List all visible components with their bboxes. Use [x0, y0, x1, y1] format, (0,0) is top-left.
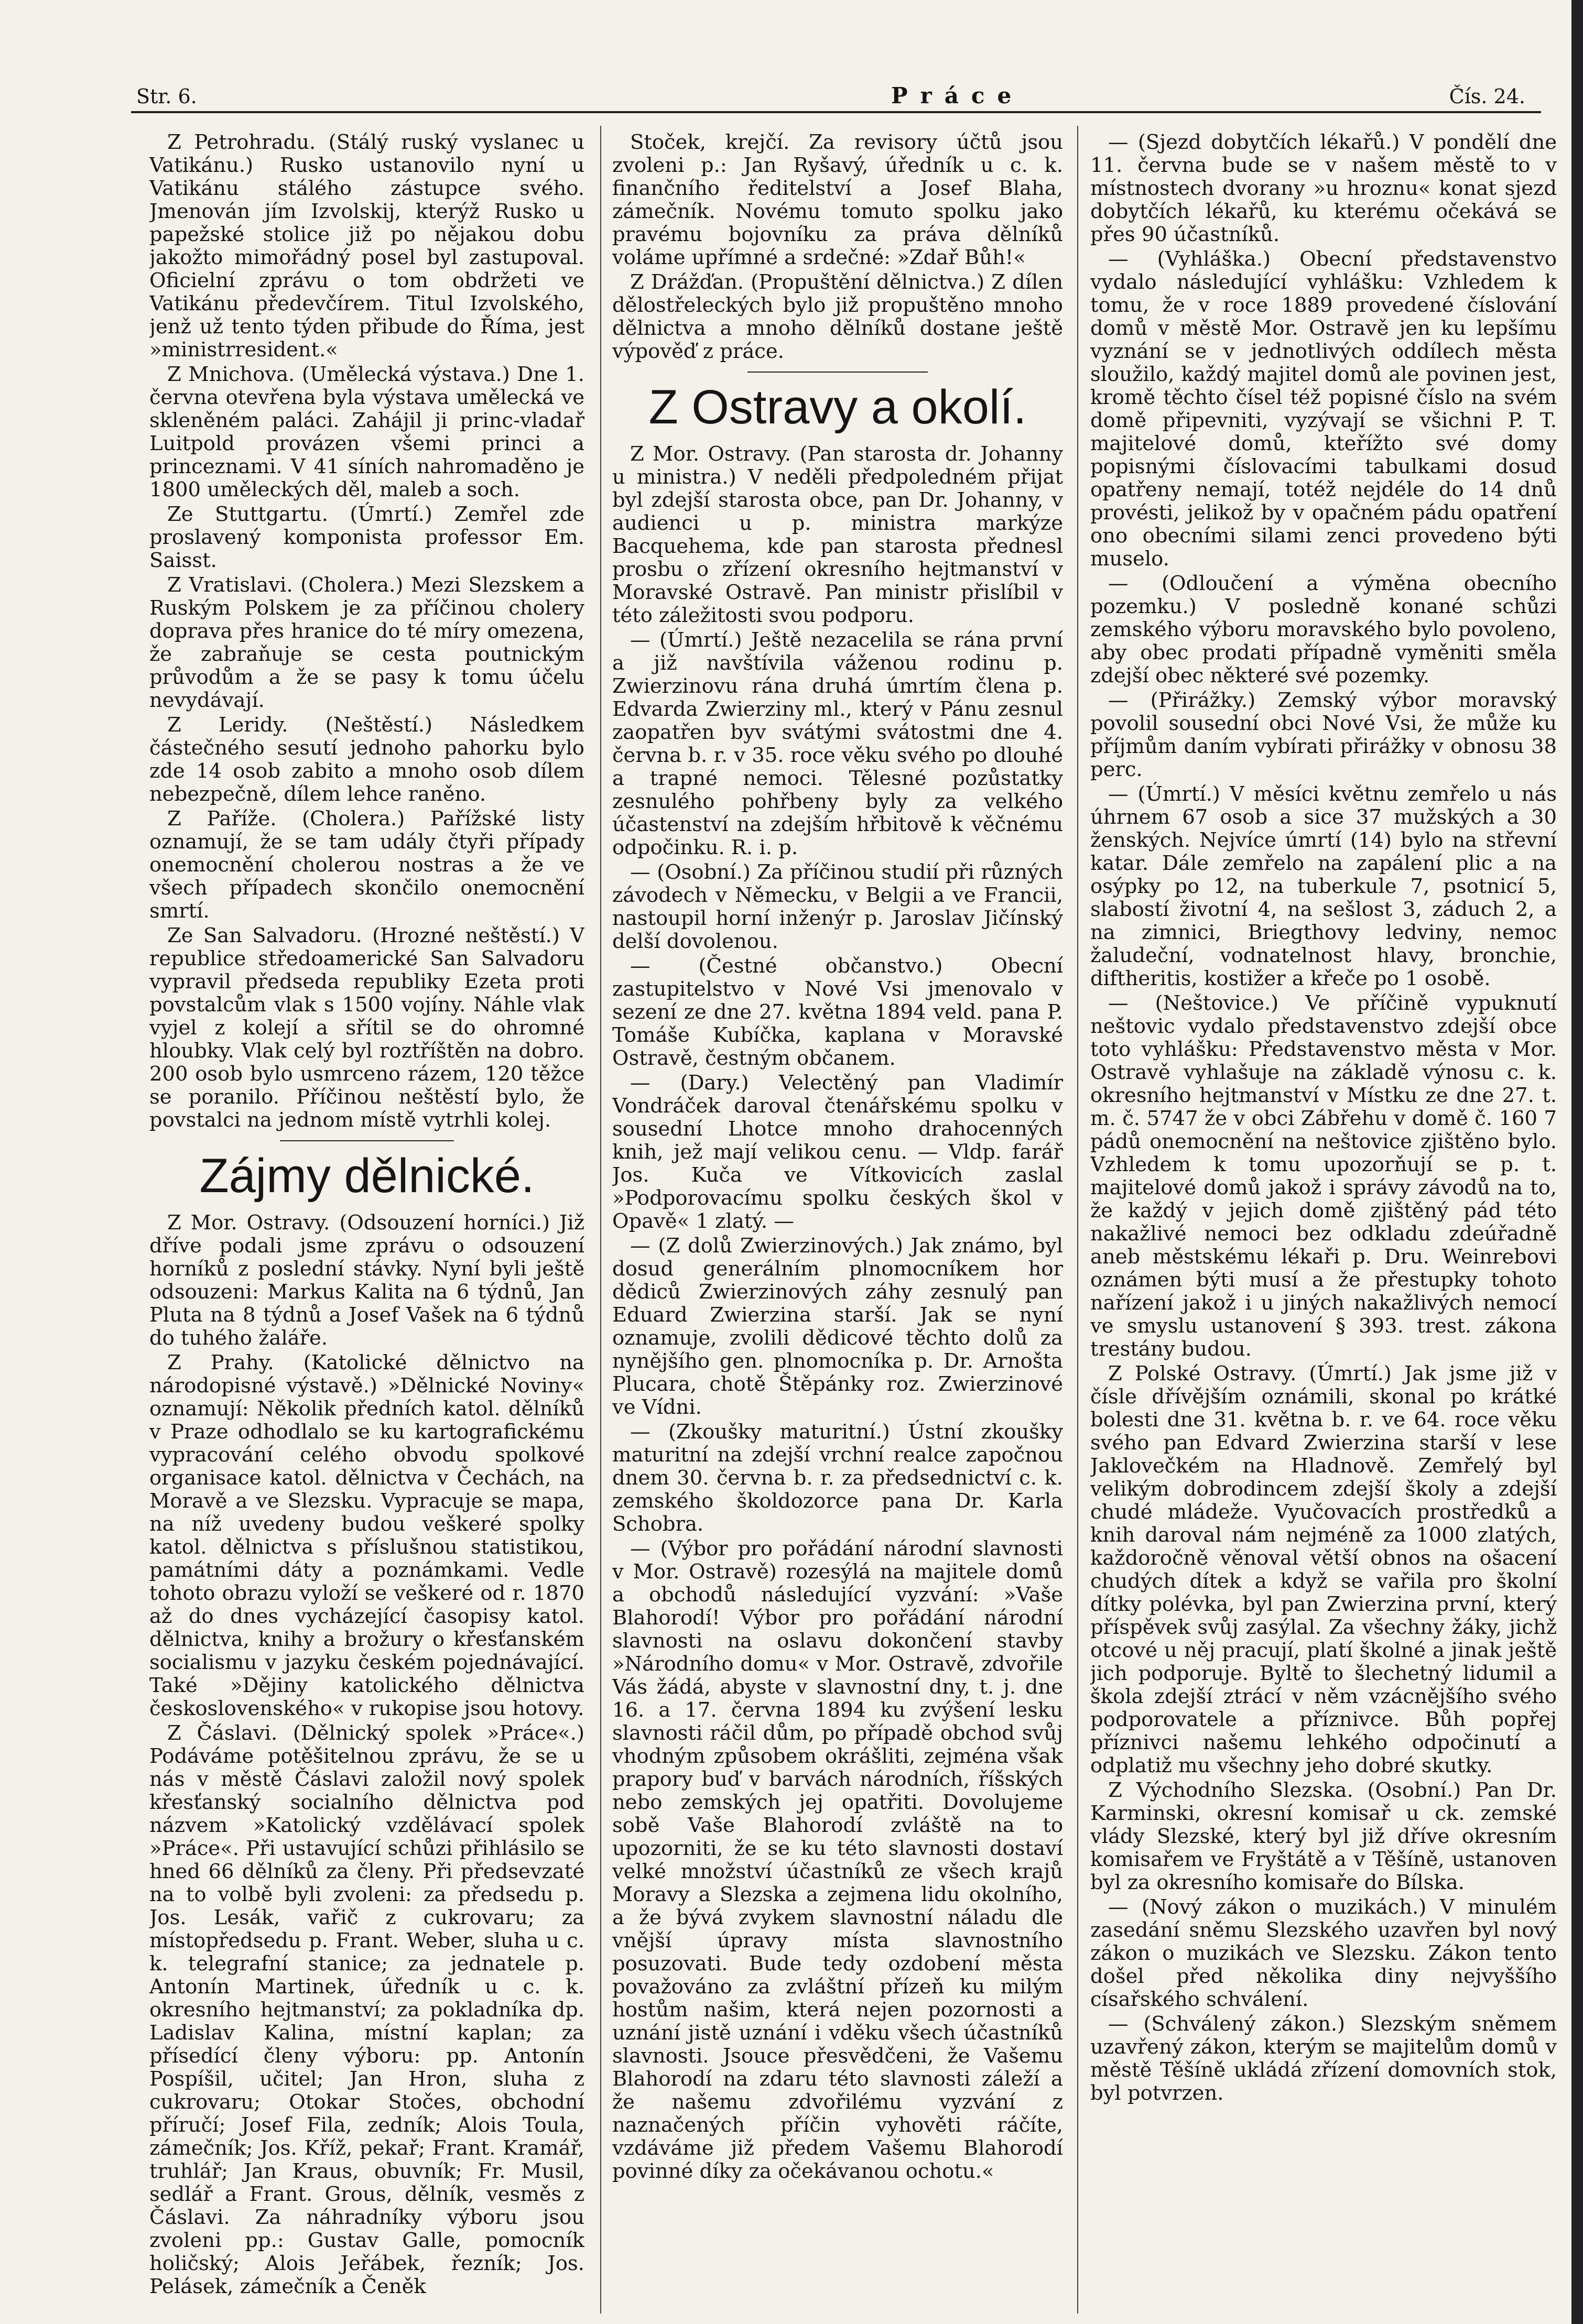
article-schvaleny-zakon: — (Schválený zákon.) Slezským sněmem uzavřený zákon, kterým se majitelům domů v městě Těšíně ukládá zřízení domovních stok, byl potvrzen.: [1090, 2012, 1557, 2105]
section-heading-zajmy: Zájmy dělnické.: [199, 1149, 535, 1203]
article-nestovice: — (Neštovice.) Ve příčině vypuknutí neštovic vydalo představenstvo zdejší obce toto vyhlášku: Představenstvo města v Mor. Ostravě vyhlašuje na základě výnosu c. k. okresního hejtmanství v Místku ze dne 27. t. m. č. 5747 že v obci Zábřehu v domě č. 160 7 pádů onemocnění na neštovice zjištěno bylo. Vzhledem k tomu upozorňují se p. t. majitelové domů jakož i správy závodů na to, že každý v jejich domě zjištěný pád této nakažlivé nemoci bez odkladu zdeúřadně aneb městskému lékaři p. Dru. Weinrebovi oznámen býti musí a že přestupky tohoto nařízení jakož i u jiných nakažlivých nemocí ve smyslu ustanovení § 393. trest. zákona trestány budou.: [1090, 991, 1557, 1361]
article-cestne-obcanstvo: — (Čestné občanstvo.) Obecní zastupitelstvo v Nové Vsi jmenovalo v sezení ze dne 27. května 1894 veld. pana P. Tomáše Kubíčka, kaplana v Moravské Ostravě, čestným občanem.: [612, 954, 1063, 1070]
article-umrti: — (Úmrtí.) Ještě nezacelila se rána první a již navštívila váženou rodinu p. Zwierzinovu rána druhá úmrtím člena p. Edvarda Zwierziny ml., který v Pánu zesnul zaopatřen byv svátými svátostmi dne 4. června b. r. v 35. roce věku svého po dlouhé a trapné nemoci. Tělesné pozůstatky zesnulého pohřbeny byly za velkého účastenství na zdejším hřbitově k věčnému odpočinku. R. i. p.: [612, 628, 1063, 859]
section-heading-ostrava: Z Ostravy a okolí.: [648, 380, 1027, 434]
article-mnichov: Z Mnichova. (Umělecká výstava.) Dne 1. června otevřena byla výstava umělecká ve skleněném paláci. Zahájil ji princ-vladař Luitpold provázen všemi princi a princeznami. V 41 síních nahromaděno je 1800 uměleckých děl, maleb a soch.: [149, 363, 584, 501]
page-number: Str. 6.: [136, 85, 197, 108]
section-divider: [280, 1140, 454, 1141]
article-mor-ostrava-hornici: Z Mor. Ostravy. (Odsouzení horníci.) Již dříve podali jsme zprávu o odsouzení horníků z poslední stávky. Nyní byli ještě odsouzeni: Markus Kalita na 6 týdnů, Jan Pluta na 8 týdnů a Josef Vašek na 6 týdnů do tuhého žaláře.: [149, 1211, 584, 1350]
article-lerida: Z Leridy. (Neštěstí.) Následkem částečného sesutí jednoho pahorku bylo zde 14 osob zabito a mnoho osob dílem nebezpečně, dílem lehce raněno.: [149, 713, 584, 806]
article-dary: — (Dary.) Velectěný pan Vladimír Vondráček daroval čtenářskému spolku v sousední Lhotce mnoho drahocenných knih, jež mají velikou cenu. — Vldp. farář Jos. Kuča ve Vítkovicích zaslal »Podporovacímu spolku českých škol v Opavě« 1 zlatý. —: [612, 1071, 1063, 1233]
newspaper-title: Práce: [891, 83, 1024, 108]
article-umrti-kveten: — (Úmrtí.) V měsíci květnu zemřelo u nás úhrnem 67 osob a sice 37 mužských a 30 ženských. Nejvíce úmrtí (14) bylo na střevní katar. Dále zemřelo na zapálení plic a na osýpky po 12, na tuberkule 7, psotnicí 5, slabostí životní 4, na sešlost 3, záduch 2, a na zimnici, Briegthovy ledviny, nemoc žaludeční, vodnatelnost hlavy, bronchie, diftheritis, kostižer a křeče po 1 osobě.: [1090, 782, 1557, 990]
article-osobni: — (Osobní.) Za příčinou studií při různých závodech v Německu, v Belgii a ve Francii, nastoupil horní inženýr p. Jaroslav Jičínský delší dovolenou.: [612, 860, 1063, 953]
section-divider: [747, 372, 928, 373]
article-polska-ostrava: Z Polské Ostravy. (Úmrtí.) Jak jsme již v čísle dřívějším oznámili, skonal po krátké bolesti dne 31. května b. r. ve 64. roce věku svého pan Edvard Zwierzina starší v lese Jaklovečkém na Hladnově. Zemřelý byl velikým dobrodincem zdejší školy a zdejší chudé mládeže. Vyučovacích prostředků a knih daroval nám nejméně za 1000 zlatých, každoročně věnoval větší obnos na ošacení chudých dítek a když se vařila pro školní dítky polévka, byl pan Zwierzina první, který příspěvek svůj zasýlal. Za všechny žáky, jichž otcové u něj pracují, platí školné a jinak ještě jich podporuje. Byltě to šlechetný lidumil a škola zdejší ztrácí v něm vzácnějšího svého podporovatele a příznivce. Bůh popřej příznivci našemu lehkého odpočinutí a odplatiž mu všechny jeho dobré skutky.: [1090, 1362, 1557, 1777]
article-caslav-cont: Stoček, krejčí. Za revisory účtů jsou zvoleni p.: Jan Ryšavý, úředník u c. k. finančního ředitelství a Josef Blaha, zámečník. Novému tomuto spolku jako pravému bojovníku za práva dělníků voláme upřímné a srdečné: »Zdař Bůh!«: [612, 131, 1063, 269]
article-vratislav: Z Vratislavi. (Cholera.) Mezi Slezskem a Ruským Polskem je za příčinou cholery doprava přes hranice do té míry omezena, že zabraňuje se cesta poutnickým průvodům a že se pasy k tomu účelu nevydávají.: [149, 573, 584, 712]
article-vychodni-slezsko: Z Východního Slezska. (Osobní.) Pan Dr. Karminski, okresní komisař u ck. zemské vlády Slezské, který byl již dříve okresním komisařem ve Fryštátě a v Těšíně, ustanoven byl za okresního komisaře do Bílska.: [1090, 1779, 1557, 1894]
article-prirazky: — (Přirážky.) Zemský výbor moravský povolil sousední obci Nové Vsi, že může ku příjmům daním vybírati přirážky v obnosu 38 perc.: [1090, 689, 1557, 781]
column-2: [612, 131, 1063, 2303]
article-caslav: Z Čáslavi. (Dělnický spolek »Práce«.) Podáváme potěšitelnou zprávu, že se u nás v městě Čáslavi založil nový spolek křesťanský socialního dělnictva pod názvem »Katolický vzdělávací spolek »Práce«. Při ustavující schůzi přihlásilo se hned 66 dělníků za členy. Při předsevzaté na to volbě byli zvoleni: za předsedu p. Jos. Lesák, vařič z cukrovaru; za místopředsedu p. Frant. Weber, sluha u c. k. telegrafní stanice; za jednatele p. Antonín Martinek, úředník u c. k. okresního hejtmanství; za pokladníka dp. Ladislav Kalina, místní kaplan; za přísedící členy výboru: pp. Antonín Pospíšil, učitel; Jan Hron, sluha z cukrovaru; Otokar Stočes, obchodní příručí; Josef Fila, zedník; Alois Toula, zámečník; Jos. Kříž, pekař; Frant. Kramář, truhlář; Jan Kraus, obuvník; Fr. Musil, sedlář a Frant. Grous, dělník, vesměs z Čáslavi. Za náhradníky výboru jsou zvoleni pp.: Gustav Galle, pomocník holičský; Alois Jeřábek, řezník; Jos. Pelásek, zámečník a Čeněk: [149, 1721, 584, 2298]
header-rule: [131, 111, 1541, 113]
article-starosta: Z Mor. Ostravy. (Pan starosta dr. Johanny u ministra.) V neděli předpoledném přijat byl zdejší starosta obce, pan Dr. Johanny, v audienci u p. ministra markýze Bacquehema, kde pan starosta přednesl prosbu o zřízení okresního hejtmanství v Moravské Ostravě. Pan ministr přislíbil v této záležitosti svou podporu.: [612, 442, 1063, 627]
column-rule-1: [600, 126, 601, 2314]
article-pozemek: — (Odloučení a výměna obecního pozemku.) V posledně konané schůzi zemského výboru moravského bylo povoleno, aby obec prodati případně vyměniti směla zdejší obec některé své pozemky.: [1090, 572, 1557, 688]
column-rule-2: [1077, 126, 1078, 2314]
column-3: [1090, 131, 1557, 2303]
issue-number: Čís. 24.: [1449, 85, 1525, 108]
column-1: [149, 131, 584, 2303]
article-pariz: Z Paříže. (Cholera.) Pařížské listy oznamují, že se tam udály čtyři případy onemocnění cholerou nostras a že ve všech případech skončilo onemocnění smrtí.: [149, 807, 584, 923]
article-drazdany: Z Drážďan. (Propuštění dělnictva.) Z dílen dělostřeleckých bylo již propuštěno mnoho dělnictva a mnoho dělníků dostane ještě výpověď z práce.: [612, 270, 1063, 363]
article-sjezd-lekaru: — (Sjezd dobytčích lékařů.) V pondělí dne 11. června bude se v našem městě to v místnostech dvorany »u hroznu« konat sjezd dobytčích lékařů, ku kterému očekává se přes 90 účastníků.: [1090, 131, 1557, 246]
article-praha: Z Prahy. (Katolické dělnictvo na národopisné výstavě.) »Dělnické Noviny« oznamují: Několik předních katol. dělníků v Praze odhodlalo se ku kartografickému vypracování celého obvodu spolkové organisace katol. dělnictva v Čechách, na Moravě a ve Slezsku. Vypracuje se mapa, na níž uvedeny budou veškeré spolky katol. dělnictva s příslušnou statistikou, památními dáty a poznámkami. Vedle tohoto obrazu vyloží se veškeré od r. 1870 až do dnes vycházející časopisy katol. dělnictva, knihy a brožury o křesťanském socialismu v jazyku českém pojednávající. Také »Dějiny katolického dělnictva československého« v rukopise jsou hotovy.: [149, 1351, 584, 1720]
article-zakon-muziky: — (Nový zákon o muzikách.) V minulém zasedání sněmu Slezského uzavřen byl nový zákon o muzikách ve Slezsku. Zákon tento došel před několika diny nejvyššího císařského schválení.: [1090, 1895, 1557, 2011]
article-maturita: — (Zkoušky maturitní.) Ústní zkoušky maturitní na zdejší vrchní realce započnou dnem 30. června b. r. za předsednictví c. k. zemského školdozorce pana Dr. Karla Schobra.: [612, 1420, 1063, 1536]
article-san-salvador: Ze San Salvadoru. (Hrozné neštěstí.) V republice středoamerické San Salvadoru vypravil předseda republiky Ezeta proti povstalcům vlak s 1500 vojíny. Náhle vlak vyjel z kolejí a sřítil se do ohromné hloubky. Vlak celý byl roztříštěn na dobro. 200 osob bylo usmrceno rázem, 120 těžce se poranilo. Příčinou neštěstí bylo, že povstalci na jednom místě vytrhli kolej.: [149, 924, 584, 1132]
article-zwierzina-doly: — (Z dolů Zwierzinových.) Jak známo, byl dosud generálním plnomocníkem hor dědiců Zwierzinových záhy zesnulý pan Eduard Zwierzina starší. Jak se nyní oznamuje, zvolili dědicové těchto dolů za nynějšího gen. plnomocníka p. Dr. Arnošta Plucara, chotě Štěpánky roz. Zwierzinové ve Vídni.: [612, 1234, 1063, 1419]
page-header: [131, 79, 1541, 110]
article-petrohrad: Z Petrohradu. (Stálý ruský vyslanec u Vatikánu.) Rusko ustanovilo nyní u Vatikánu stálého zástupce svého. Jmenován jím Izvolskij, kterýž Rusko u papežské stolice již po nějakou dobu jakožto mimořádný posel byl zastupoval. Oficielní zprávu o tom obdržeti ve Vatikánu předevčírem. Titul Izvolského, jenž už tento týden přibude do Říma, jest »ministrresident.«: [149, 131, 584, 362]
article-stuttgart: Ze Stuttgartu. (Úmrtí.) Zemřel zde proslavený komponista professor Em. Saisst.: [149, 503, 584, 572]
article-vyhlaska: — (Vyhláška.) Obecní představenstvo vydalo následující vyhlášku: Vzhledem k tomu, že v roce 1889 provedené číslování domů v městě Mor. Ostravě jen ku lepšímu vyznání se v jednotlivých oddílech města sloužilo, každý majitel domů ale povinen jest, kromě těchto čísel též popisné číslo na svém domě připevniti, vyzývají se všichni P. T. majitelové domů, kteřížto své domy popisnými číslovacími tabulkami dosud opatřeny nemají, totéž nejdéle do 14 dnů provésti, jelikož by v opačném pádu opatření ono obecními silami zenci provedeno býti muselo.: [1090, 247, 1557, 571]
scan-edge: [1571, 0, 1583, 2324]
article-vybor-slavnost: — (Výbor pro pořádání národní slavnosti v Mor. Ostravě) rozesýlá na majitele domů a obchodů následující vyzvání: »Vaše Blahorodí! Výbor pro pořádání národní slavnosti na oslavu dokončení stavby »Národního domu« v Mor. Ostravě, zdvořile Vás žádá, abyste v slavnostní dny, t. j. dne 16. a 17. června 1894 ku zvýšení lesku slavnosti ráčil dům, po případě obchod svůj vhodným způsobem okrášliti, zejména však prapory buď v barvách národních, říšských nebo zemských jej opatřiti. Dovolujeme sobě Vaše Blahorodí zvláště na to upozorniti, že se ku této slavnosti dostaví velké množství účastníků ze všech krajů Moravy a Slezska a zejmena lidu okolního, a že bývá zvykem slavnostní náladu dle vnější úpravy místa slavnostního posuzovati. Bude tedy ozdobení města považováno za zvláštní přízeň ku milým hostům našim, která nejen pozornosti a uznání jistě uznání i vděku všech účastníků slavnosti. Jsouce přesvědčeni, že Vašemu Blahorodí na zdaru této slavnosti záleží a že našemu zdvořilému vyzvání z naznačených příčin vyhověti ráčíte, vzdáváme již předem Vašemu Blahorodí povinné díky za očekávanou ochotu.«: [612, 1537, 1063, 2183]
